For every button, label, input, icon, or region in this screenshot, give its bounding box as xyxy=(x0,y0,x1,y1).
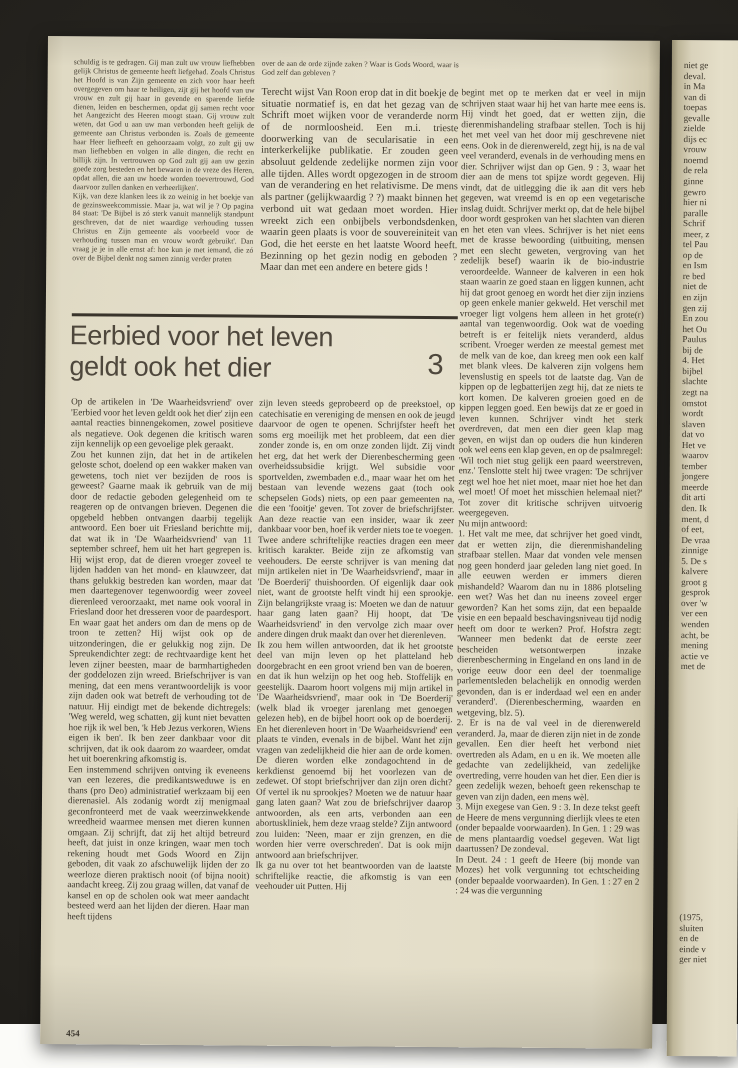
top-right-paragraph: Terecht wijst Van Roon erop dat in dit boekje de situatie normatief is, en dat het gezag van de Schrift moet wijken voor de veranderde norm of de normloosheid. Een m.i. trieste doorwerking van de secularisatie in een interkerkelijke publikatie. Er zouden geen absoluut geldende zedelijke normen zijn voor alle tijden. Alles wordt opgezogen in de stroom van de verandering en het relativisme. De mens als partner (gelijkwaardig ? ?) maakt binnen het verbond uit wat gedaan moet worden. Hier wreekt zich een onbijbels verbondsdenken, waarin geen plaats is voor de souvereiniteit van God, die het eerste en het laatste Woord heeft. Bezinning op het gezin nodig en geboden ? Maar dan met een andere en betere gids ! xyxy=(260,86,459,275)
body-paragraph: Ik ga nu over tot het beantwoorden van de laatste schriftelijke reactie, die afkomstig is van een veehouder uit Putten. Hij xyxy=(255,859,452,892)
body-paragraph: Ik zou hem willen antwoorden, dat ik het grootste deel van mijn leven op het platteland heb doorgebracht en een groot vriend ben van de boeren, en dat ik hun welzijn op het oog heb. Stoffelijk en geestelijk. Daarom hoort volgens mij mijn artikel in 'De Waarheidsvriend', maar ook in 'De Boerderij' (welk blad ik vroeger jarenlang met genoegen gelezen heb), en de bijbel hoort ook op de boerderij. En het dierenleven hoort in 'De Waarheidsvriend' een plaats te vinden, evenals in de bijbel. Want het zijn vragen van zedelijkheid die hier aan de orde komen. De dieren worden elke zondagochtend in de kerkdienst genoemd bij het voorlezen van de zedewet. Of stopt briefschrijver dan zijn oren dicht? Of vertel ik nu sprookjes? Moeten we de natuur haar gang laten gaan? Wat zou de briefschrijver daarop antwoorden, als een arts, verbonden aan een abortuskliniek, hem deze vraag stelde? Zijn antwoord zou luiden: 'Neen, maar er zijn grenzen, en die worden hier verre overschreden'. Dat is ook mijn antwoord aan briefschrijver. xyxy=(255,639,454,860)
body-paragraph: 1. Het valt me mee, dat schrijver het goed vindt, dat er wetten zijn, die dierenmishandeling strafbaar stellen. Maar dat vonden vele mensen nog geen honderd jaar geleden lang niet goed. In alle eeuwen werden er immers dieren mishandeld? Waarom dan nu in 1886 plotseling een wet? Was het dan nu ineens zoveel erger geworden? Kan het soms zijn, dat een bepaalde visie en een bepaald beschavingsniveau tijd nodig heeft om door te werken? Prof. Hofstra zegt: 'Wanneer men bedenkt dat de eerste zeer bescheiden wetsontwerpen inzake dierenbescherming in Engeland en ons land in de vorige eeuw door een deel der toenmalige parlementsleden belachelijk en onnodig werden gevonden, dan is er inderdaad wel een en ander veranderd'. (Dierenbescherming, waarden en wetgeving, blz. 5). xyxy=(456,528,643,718)
adjacent-page-text-fragments: (1975, sluiten en de einde v ger niet xyxy=(679,912,707,965)
top-left-paragraph: Kijk, van deze klanken lees ik zo weinig in het boekje van de gezinsweekcommissie. Maar ja, wat wil je ? Op pagina 84 staat: 'De Bijbel is zó sterk vanuit mannelijk standpunt geschreven, dat de niet waardige verhouding tussen Christus en Zijn gemeente als voorbeeld voor de verhouding tussen man en vrouw wordt gebruikt'. Dan vraag je je in alle ernst af: hoe kun je met iemand, die zó over de Bijbel denkt nog samen zinnig verder praten xyxy=(72,190,254,264)
body-column-2 xyxy=(254,398,455,1014)
body-paragraph: Op de artikelen in 'De Waarheidsvriend' over 'Eerbied voor het leven geldt ook het dier' zijn een aantal reacties binnengekomen, zowel positieve als negatieve. Ook degenen die kritisch waren zijn kennelijk op een gevoelige plek geraakt. xyxy=(70,396,254,450)
adjacent-page-text-fragments: niet ge deval. in Ma van di toepas gevalle zielde dijs ec vrouw noemd de rela ginne gewro hier ni paralle Schrif meer, z tel Pau op de en Ism re bed niet de en zijn gen zij En zou het Ou Paulus bij de 4. Het bijbel slachte zegt na omstot wordt slaven dat vo Het ve waarov tember jongere meerde dit arti den. Ik ment, d of eet, De vraa zinnige 5. De s kalvere groot g gesprok over 'w ver een wenden acht, be mening actie ve met de xyxy=(680,60,710,672)
body-paragraph: 3. Mijn exegese van Gen. 9 : 3. In deze tekst geeft de Heere de mens vergunning dierlijk vlees te eten (onder bepaalde voorwaarden). In Gen. 1 : 29 was de mens plantaardig voedsel gegeven. Wat ligt daartussen? De zondeval. xyxy=(455,801,640,854)
body-column-1 xyxy=(66,396,253,1011)
body-paragraph: Een instemmend schrijven ontving ik eveneens van een lezeres, die predikantsweduwe is en thans (pro Deo) administratief werkzaam bij een dierenasiel. Als zodanig wordt zij menigmaal geconfronteerd met de vaak weerzinwekkende wreedheid waarmee mensen met dieren kunnen omgaan. Zij schrijft, dat zij het altijd betreurd heeft, dat juist in onze kringen, waar men toch rekening houdt met Gods Woord en Zijn geboden, dit vaak zo afschuwelijk lijden der zo weerloze dieren praktisch nooit (of bijna nooit) aandacht kreeg. Zij zou graag willen, dat vanaf de kansel en op de scholen ook wat meer aandacht besteed werd aan het lijden der dieren. Haar man heeft tijdens xyxy=(67,763,251,922)
page-number: 454 xyxy=(66,1028,80,1039)
headline-line-1: Eerbied voor het leven xyxy=(69,320,334,353)
body-paragraph: begint met op te merken dat er veel in mijn schrijven staat waar hij het van harte mee eens is. Hij vindt het goed, dat er wetten zijn, die dierenmishandeling strafbaar stellen. Toch is hij het met veel van het door mij geschrevene niet eens. Ook in de dierenwereld, zegt hij, is na de val veel veranderd, evenals in de verhouding mens en dier. Schrijver wijst dan op Gen. 9 : 3, waar het dier aan de mens tot spijze wordt gegeven. Hij vindt, dat de uitlegging die ik aan dit vers heb gegeven, wat vreemd is en op een vegetarische inslag duidt. Schrijver merkt op, dat de hele bijbel door wordt gesproken van het slachten van dieren en het eten van vlees. Schrijver is het niet eens met de krasse bewoording (uitbuiting, mensen met een slecht geweten, vergroving van het zedelijk besef) waarin ik de bio-industrie veroordeelde. Wanneer de kalveren in een hok staan waarin ze goed staan en liggen kunnen, acht hij dat groot genoeg en wordt het dier zijn inziens op geen enkele manier gekweld. Het verschil met vroeger ligt volgens hem alleen in het grote(r) aantal van tegenwoordig. Ook wat de voeding betreft is er feitelijk niets veranderd, aldus scribent. Vroeger werden ze meestal gemest met de melk van de koe, dan kreeg men ook een kalf met blank vlees. De kalveren zijn volgens hem levenslustig en speels tot de laatste dag. Van de kippen op de legbatterijen zegt hij, dat ze niets te kort komen. De kalveren groeien goed en de kippen leggen goed. Een bewijs dat ze er goed in leven kunnen. Schrijver vindt het sterk overdreven, dat men een dier geen klap mag geven, en wijst dan op ouders die hun kinderen ook wel eens een klap geven, en op de psalmregel: 'Wil toch niet stug gelijk een paard weerstreven, enz.' Tenslotte stelt hij twee vragen: 'De schrijver zegt wel hoe het niet moet, maar niet hoe het dan wel moet! Of moet het misschien helemaal niet?' Tot zover dit kritische schrijven uitvoerig weergegeven. xyxy=(458,87,646,518)
article-part-number: 3 xyxy=(427,348,444,382)
magazine-page xyxy=(40,36,660,1049)
top-left-column xyxy=(72,58,255,264)
body-paragraph: In Deut. 24 : 1 geeft de Heere (bij monde van Mozes) het volk vergunning tot echtscheiding (onder bepaalde voorwaarden). In Gen. 1 : 27 en 2 : 24 was die vergunning xyxy=(455,853,640,896)
adjacent-page-edge xyxy=(667,40,738,1056)
body-paragraph: Twee andere schriftelijke reacties dragen een meer kritisch karakter. Beide zijn ze afkomstig van veehouders. De eerste schrijver is van mening dat mijn artikelen niet in 'De Waarheidsvriend', maar in 'De Boerderij' thuishoorden. Of eigenlijk daar ook niet, want de grootste helft vindt hij een sprookje. Zijn belangrijkste vraag is: Moeten we dan de natuur haar gang laten gaan? Hij hoopt, dat 'De Waarheidsvriend' in den vervolge zich maar over andere dingen druk maakt dan over het dierenleven. xyxy=(257,534,455,641)
article-headline xyxy=(69,320,333,384)
headline-rule xyxy=(72,313,458,319)
top-right-small-text: over de aan de orde zijnde zaken ? Waar is Gods Woord, waar is God zelf dan gebleven ? xyxy=(261,58,459,78)
body-column-3 xyxy=(454,87,645,1022)
body-paragraph: Zou het kunnen zijn, dat het in de artikelen geloste schot, doelend op een wakker maken van gewetens, toch niet ver bezijden de roos is geweest? Gaarne maak ik gebruik van de mij door de redactie geboden gelegenheid om te reageren op de ontvangen brieven. Degenen die opgebeld hebben ontvangen daarbij tegelijk antwoord. Een boer uit Friesland berichtte mij, dat wat ik in 'De Waarheidsvriend' van 11 september schreef, hem uit het hart gegrepen is. Hij wijst erop, dat de dieren vroeger zoveel te lijden hadden van het mond- en klauwzeer, dat thans gelukkig bestreden kan worden, maar dat men daartegenover tegenwoordig weer zoveel dierenleed veroorzaakt, met name ook vooral in Friesland door het dresseren voor de paardesport. En waar gaat het anders om dan de mens op de troon te zetten? Hij wijst ook op de uitzonderingen, die er gelukkig nog zijn. De Spreukendichter zegt: de rechtvaardige kent het leven zijner beesten, maar de barmhartigheden der goddelozen zijn wreed. Briefschrijver is van mening, dat een mens verantwoordelijk is voor zijn daden ook wat betreft de verhouding tot de natuur. Hij eindigt met de bekende dichtregels: 'Weg wereld, weg schatten, gij kunt niet bevatten hoe rijk ik wel ben, 'k Heb Jezus verkoren, Wiens eigen ik ben'. Ik ben zeer dankbaar voor dit schrijven, dat ik ook daarom zo waardeer, omdat het uit boerenkring afkomstig is. xyxy=(68,448,253,765)
headline-line-2: geldt ook het dier xyxy=(69,351,272,383)
top-left-paragraph: schuldig is te gedragen. Gij man zult uw vrouw liefhebben gelijk Christus de gemeente heeft liefgehad. Zoals Christus het Hoofd is van Zijn gemeente en zich voor haar heeft overgegeven om haar te heiligen, zijt gij het hoofd van uw vrouw en zult gij haar in gevende en sparende liefde dienen, leiden en beschermen, opdat gij samen recht voor het Aangezicht des Heeren moogt staan. Gij vrouw zult weten, dat God u aan uw man verbonden heeft gelijk de gemeente aan Christus verbonden is. Zoals de gemeente haar Heer liefheeft en gehoorzaam volgt, zo zult gij uw man liefhebben en volgen in alle dingen, die recht en billijk zijn. In vertrouwen op God zult gij aan uw gezin goede zorg besteden en het bewaren in de vreze des Heren, opdat allen, die aan uw hoede worden toevertrouwd, God daarvoor zullen danken en verheerlijken'. xyxy=(72,57,255,192)
body-paragraph: zijn leven steeds geprobeerd op de preekstoel, op catechisatie en vereniging de mensen en ook de jeugd daarvoor de ogen te openen. Schrijfster heeft het soms erg moeilijk met het probleem, dat een dier zonder zonde is, en om onze zonden lijdt. Zij vindt het erg, dat het werk der Dierenbescherming geen overheidssubsidie krijgt. Wel subsidie voor sportvelden, zwembaden e.d., maar waar het om het bestaan van levende wezens gaat (toch ook schepselen Gods) niets, op een paar gemeenten na, die een 'fooitje' geven. Tot zover de briefschrijfster. Aan deze reactie van een insider, waar ik zeer dankbaar voor ben, hoef ik verder niets toe te voegen. xyxy=(258,397,456,536)
body-paragraph: Nu mijn antwoord: xyxy=(458,517,528,529)
top-right-column xyxy=(260,60,459,276)
body-paragraph: 2. Er is na de val veel in de dierenwereld veranderd. Ja, maar de dieren zijn niet in de zonde gevallen. Een dier heeft het verbond niet overtreden als Adam, en u en ik. We moeten alle gedachte van zedelijkheid, van zedelijke overtreding, verre houden van het dier. Een dier is geen zedelijk wezen, behoeft geen rekenschap te geven van zijn daden, een mens wèl. xyxy=(456,717,641,802)
